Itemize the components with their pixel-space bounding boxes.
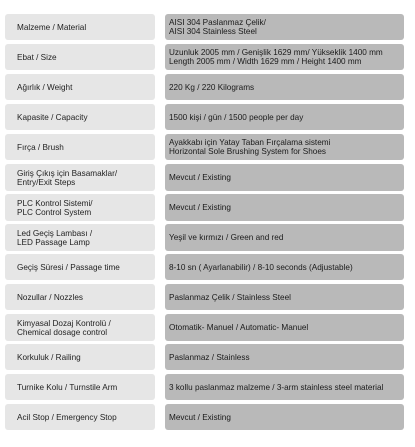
spec-label: Turnike Kolu / Turnstile Arm [5,374,155,400]
spec-value: 220 Kg / 220 Kilograms [165,74,404,100]
spec-row-railing [5,344,404,370]
spec-row-plc [5,194,404,221]
spec-row-turnstile [5,374,404,400]
spec-value: Uzunluk 2005 mm / Genişlik 1629 mm/ Yükseklik 1400 mm Length 2005 mm / Width 1629 mm / Height 1400 mm [165,44,404,70]
spec-value: 3 kollu paslanmaz malzeme / 3-arm stainless steel material [165,374,404,400]
spec-value: 8-10 sn ( Ayarlanabilir) / 8-10 seconds (Adjustable) [165,254,404,280]
spec-label: Acil Stop / Emergency Stop [5,404,155,430]
spec-row-material [5,14,404,40]
spec-row-led [5,224,404,251]
spec-value: 1500 kişi / gün / 1500 people per day [165,104,404,130]
spec-row-nozzles [5,284,404,310]
spec-row-size [5,44,404,70]
spec-row-weight [5,74,404,100]
spec-label: Kimyasal Dozaj Kontrolü / Chemical dosage control [5,314,155,341]
spec-label: Fırça / Brush [5,134,155,160]
spec-value: Otomatik- Manuel / Automatic- Manuel [165,314,404,341]
spec-row-capacity [5,104,404,130]
spec-label: Ebat / Size [5,44,155,70]
spec-value: Mevcut / Existing [165,194,404,221]
spec-label: Ağırlık / Weight [5,74,155,100]
spec-row-dosage [5,314,404,341]
spec-label: Korkuluk / Railing [5,344,155,370]
spec-label: Led Geçiş Lambası / LED Passage Lamp [5,224,155,251]
spec-table [5,14,404,434]
spec-row-passage-time [5,254,404,280]
spec-row-steps [5,164,404,191]
spec-value: Mevcut / Existing [165,164,404,191]
spec-label: Giriş Çıkış için Basamaklar/ Entry/Exit Steps [5,164,155,191]
spec-label: Kapasite / Capacity [5,104,155,130]
spec-value: Paslanmaz / Stainless [165,344,404,370]
spec-value: Paslanmaz Çelik / Stainless Steel [165,284,404,310]
spec-value: Yeşil ve kırmızı / Green and red [165,224,404,251]
spec-label: PLC Kontrol Sistemi/ PLC Control System [5,194,155,221]
spec-label: Nozullar / Nozzles [5,284,155,310]
spec-row-emergency-stop [5,404,404,430]
spec-label: Malzeme / Material [5,14,155,40]
spec-value: AISI 304 Paslanmaz Çelik/ AISI 304 Stainless Steel [165,14,404,40]
spec-value: Mevcut / Existing [165,404,404,430]
spec-value: Ayakkabı için Yatay Taban Fırçalama sistemi Horizontal Sole Brushing System for Shoes [165,134,404,160]
spec-label: Geçiş Süresi / Passage time [5,254,155,280]
spec-row-brush [5,134,404,160]
